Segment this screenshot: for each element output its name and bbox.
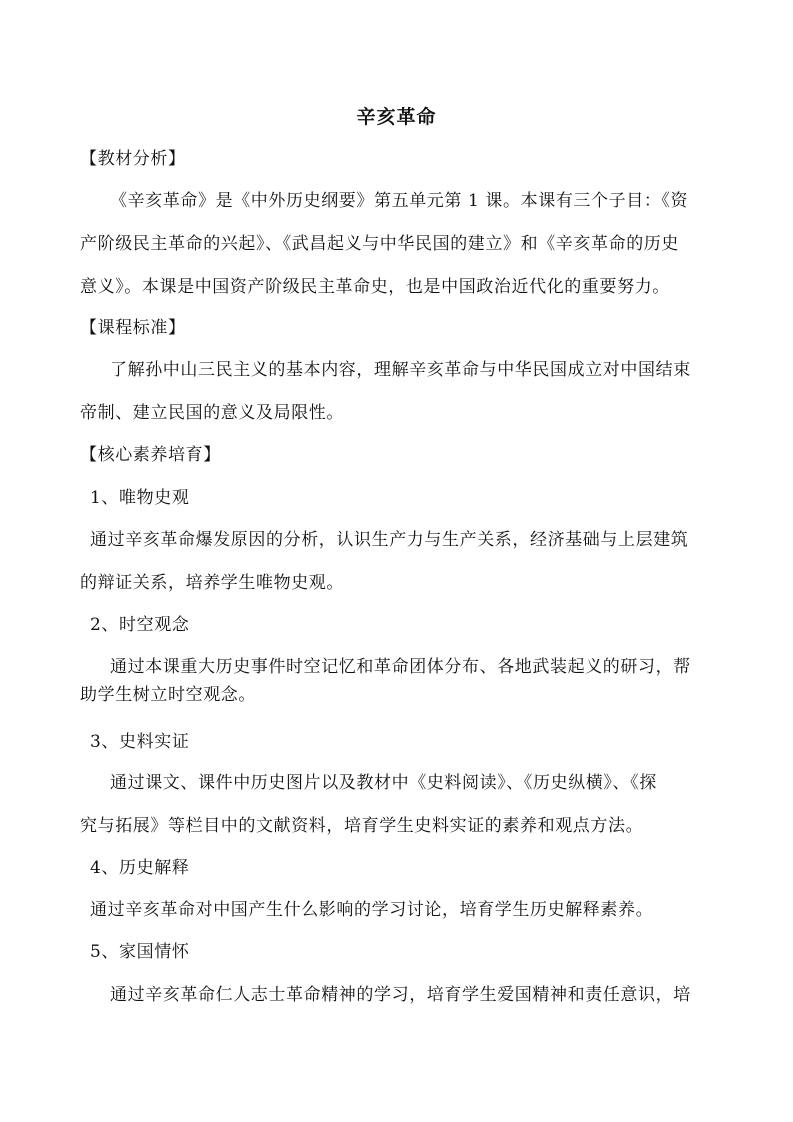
paragraph-line: 《辛亥革命》是《中外历史纲要》第五单元第 1 课。本课有三个子目：《资	[110, 191, 689, 211]
section-heading-analysis: 【教材分析】	[80, 149, 186, 169]
section-heading-literacy: 【核心素养培育】	[80, 445, 221, 465]
literacy-item-label: 5、家国情怀	[90, 942, 190, 962]
paragraph-line: 意义》。本课是中国资产阶级民主革命史，也是中国政治近代化的重要努力。	[80, 277, 670, 297]
literacy-item-label: 1、唯物史观	[90, 488, 190, 508]
page-title: 辛亥革命	[356, 106, 437, 128]
paragraph-line: 的辩证关系，培养学生唯物史观。	[80, 573, 344, 593]
literacy-item-label: 2、时空观念	[90, 615, 190, 635]
paragraph-line: 究与拓展》等栏目中的文献资料，培育学生史料实证的素养和观点方法。	[80, 816, 644, 836]
section-heading-standard: 【课程标准】	[80, 318, 186, 338]
literacy-item-label: 3、史料实证	[90, 732, 190, 752]
paragraph-line: 了解孙中山三民主义的基本内容，理解辛亥革命与中华民国成立对中国结束	[110, 360, 691, 380]
paragraph-line: 助学生树立时空观念。	[80, 685, 256, 705]
paragraph-line: 通过辛亥革命爆发原因的分析，认识生产力与生产关系，经济基础与上层建筑	[90, 530, 689, 550]
paragraph-line: 通过本课重大历史事件时空记忆和革命团体分布、各地武装起义的研习，帮	[110, 657, 691, 677]
paragraph-line: 产阶级民主革命的兴起》、《武昌起义与中华民国的建立》和《辛亥革命的历史	[80, 234, 679, 254]
paragraph-line: 通过课文、课件中历史图片以及教材中《史料阅读》、《历史纵横》、《探	[110, 773, 657, 793]
paragraph-line: 帝制、建立民国的意义及局限性。	[80, 403, 344, 423]
paragraph-line: 通过辛亥革命对中国产生什么影响的学习讨论，培育学生历史解释素养。	[90, 900, 654, 920]
literacy-item-label: 4、历史解释	[90, 858, 190, 878]
paragraph-line: 通过辛亥革命仁人志士革命精神的学习，培育学生爱国精神和责任意识，培	[110, 985, 691, 1005]
